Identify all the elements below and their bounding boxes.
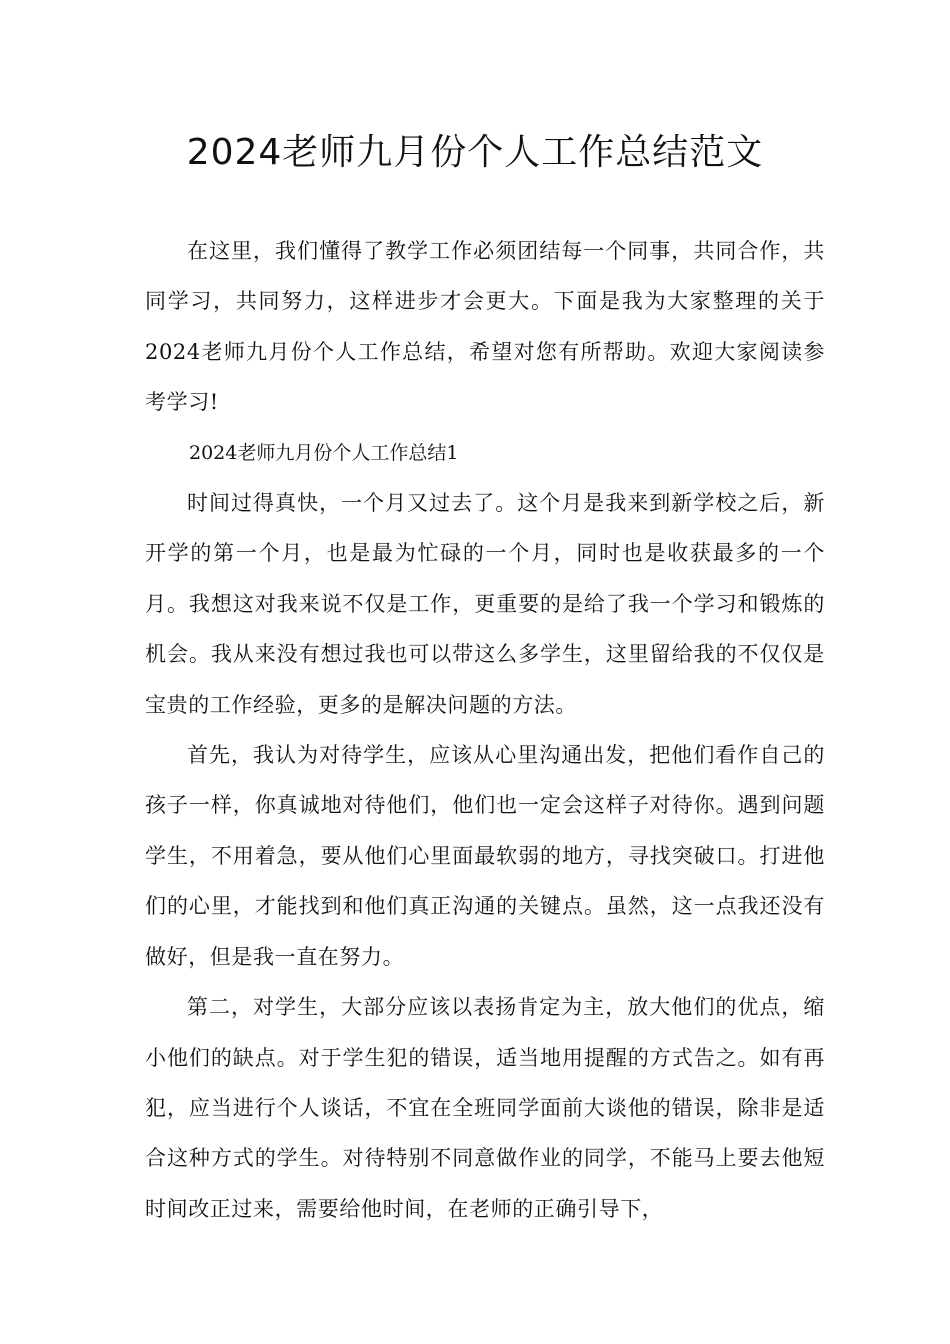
body-paragraph: 第二，对学生，大部分应该以表扬肯定为主，放大他们的优点，缩小他们的缺点。对于学生犯的错误，适当地用提醒的方式告之。如有再犯，应当进行个人谈话，不宜在全班同学面前大谈他的错误，除非是适合这种方式的学生。对待特别不同意做作业的同学，不能马上要去他短时间改正过来，需要给他时间，在老师的正确引导下， [145,995,825,1221]
document-title: 2024老师九月份个人工作总结范文 [186,132,764,173]
section-heading: 2024老师九月份个人工作总结1 [189,441,459,464]
body-paragraph: 时间过得真快，一个月又过去了。这个月是我来到新学校之后，新开学的第一个月，也是最为忙碌的一个月，同时也是收获最多的一个月。我想这对我来说不仅是工作，更重要的是给了我一个学习和锻炼的机会。我从来没有想过我也可以带这么多学生，这里留给我的不仅仅是宝贵的工作经验，更多的是解决问题的方法。 [145,491,825,717]
body-paragraph: 首先，我认为对待学生，应该从心里沟通出发，把他们看作自己的孩子一样，你真诚地对待他们，他们也一定会这样子对待你。遇到问题学生，不用着急，要从他们心里面最软弱的地方，寻找突破口。打进他们的心里，才能找到和他们真正沟通的关键点。虽然，这一点我还没有做好，但是我一直在努力。 [145,743,825,969]
intro-paragraph: 在这里，我们懂得了教学工作必须团结每一个同事，共同合作，共同学习，共同努力，这样进步才会更大。下面是我为大家整理的关于2024老师九月份个人工作总结，希望对您有所帮助。欢迎大家阅读参考学习! [145,239,825,415]
document-body [145,226,825,1234]
